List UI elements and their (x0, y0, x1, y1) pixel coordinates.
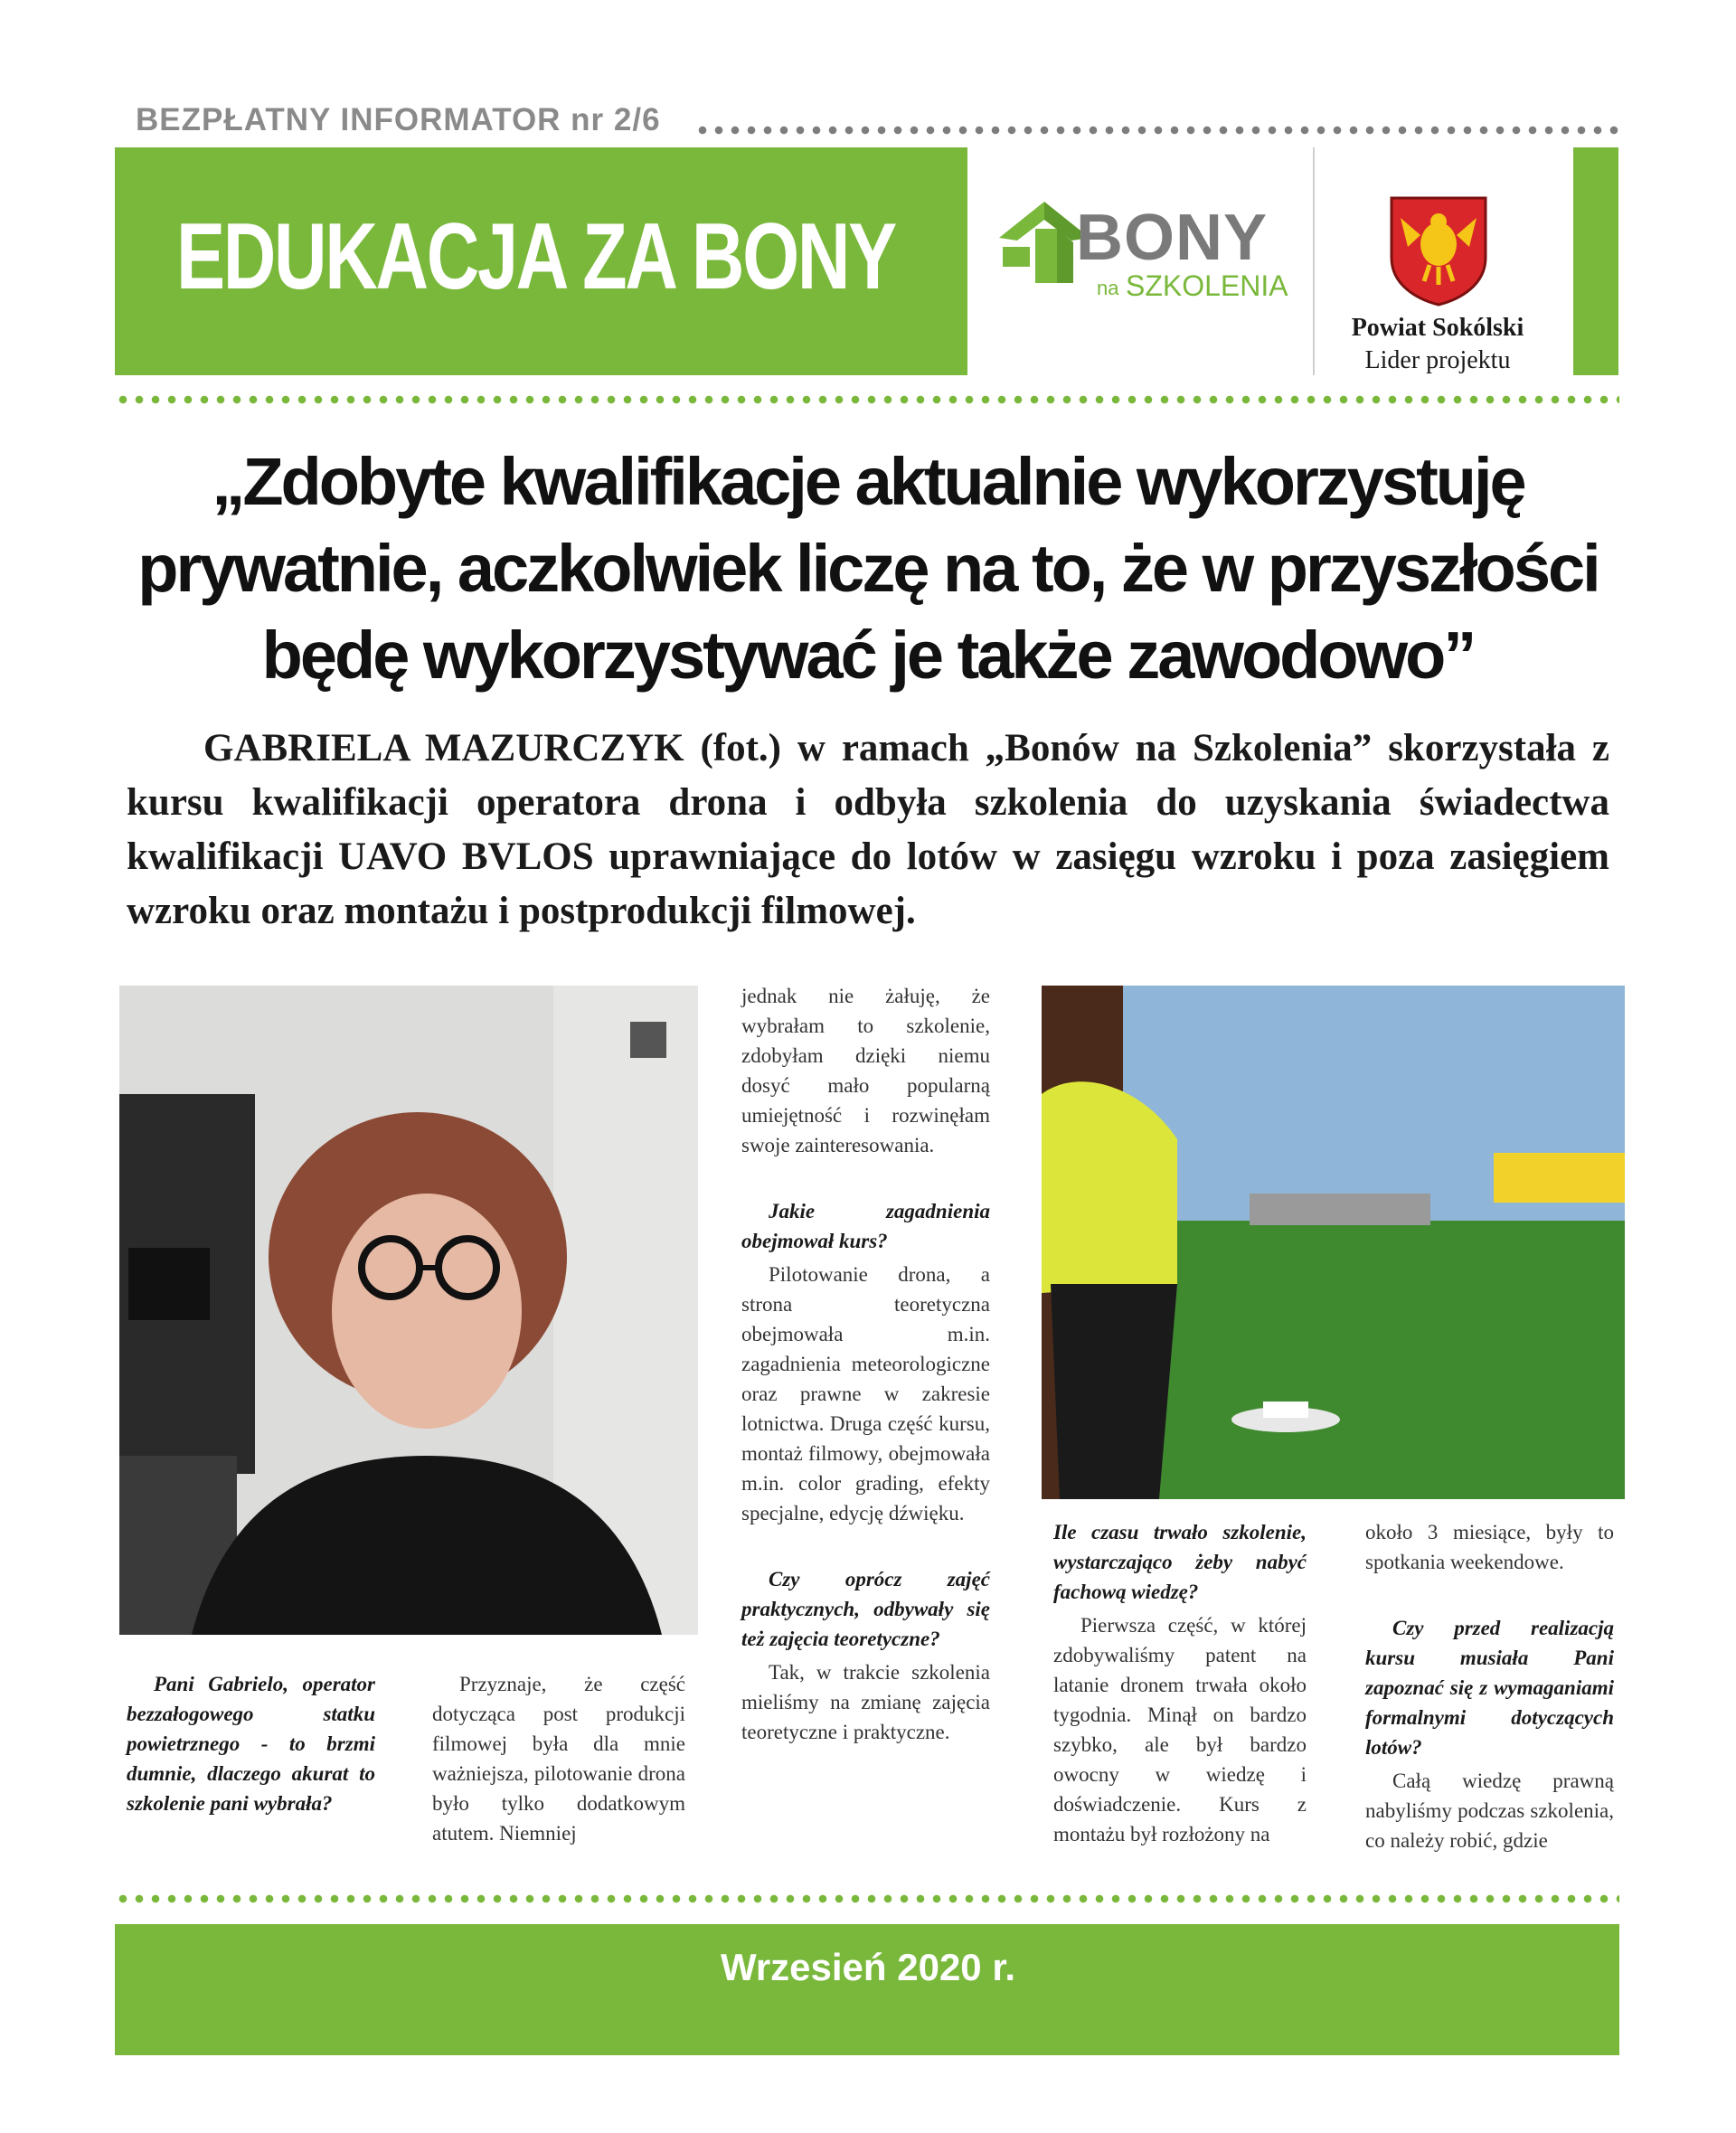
column-3 (741, 981, 990, 1747)
top-dotted-rule (694, 126, 1618, 135)
powiat-block (1320, 312, 1555, 377)
question-5: Czy przed realizacją kursu musiała Pani zapoznać się z wymaganiami formalnymi dotyczących lotów? (1365, 1617, 1614, 1759)
portrait-photo-image (119, 986, 698, 1635)
column-3-paragraph-1: jednak nie żałuję, że wybrałam to szkolenie, zdobyłam dzięki niemu dosyć mało popularną umiejętność i rozwinęłam swoje zainteresowania. (741, 985, 990, 1156)
coat-of-arms-icon (1388, 194, 1489, 307)
question-2: Jakie zagadnienia obejmował kurs? (741, 1200, 990, 1252)
powiat-role: Lider projektu (1364, 346, 1511, 374)
footer-date: Wrzesień 2020 r. (720, 1946, 1016, 1988)
question-3: Czy oprócz zajęć praktycznych, odbywały się też zajęcia teoretyczne? (741, 1568, 990, 1650)
bony-logo-szkolenia: SZKOLENIA (1126, 269, 1288, 302)
banner-title: EDUKACJA ZA BONY (176, 204, 895, 309)
header-divider (1313, 147, 1315, 375)
header-dotted-rule (115, 395, 1619, 404)
column-3-paragraph-2: Pilotowanie drona, a strona teoretyczna obejmowała m.in. zagadnienia meteorologiczne oraz prawne w zakresie lotnictwa. Druga część kursu, montaż filmowy, obejmowała m.in. color grading, efekty specjalne, edycję dźwięku. (741, 1263, 990, 1524)
question-1: Pani Gabrielo, operator bezzałogowego statku powietrznego - to brzmi dumnie, dlaczego akurat to szkolenie pani wybrała? (127, 1673, 375, 1815)
drone-photo-image (1042, 986, 1625, 1499)
column-1 (127, 1669, 375, 1822)
footer-bar (115, 1924, 1619, 2055)
article-headline: „Zdobyte kwalifikacje aktualnie wykorzystuję prywatnie, aczkolwiek liczę na to, że w przyszłości będę wykorzystywać je także zawodowo” (137, 444, 1599, 693)
column-5-paragraph-1: około 3 miesiące, były to spotkania weekendowe. (1365, 1521, 1614, 1573)
drone-photo (1042, 986, 1625, 1499)
bony-logo (990, 197, 1297, 306)
question-4: Ile czasu trwało szkolenie, wystarczająco żeby nabyć fachową wiedzę? (1053, 1521, 1307, 1603)
column-2 (432, 1669, 685, 1848)
page-number: 4 (134, 2059, 146, 2084)
footer-dotted-rule (115, 1894, 1619, 1903)
portrait-photo (119, 986, 698, 1635)
coat-of-arms (1388, 194, 1489, 311)
bony-logo-na: na (1097, 277, 1119, 299)
header-right-bar (1573, 147, 1618, 375)
column-4-paragraph: Pierwsza część, w której zdobywaliśmy patent na latanie dronem trwała około tygodnia. Minął on bardzo szybko, ale był bardzo owocny w wiedzę i doświadczenie. Kurs z montażu był rozłożony na (1053, 1614, 1307, 1845)
column-2-paragraph: Przyznaje, że część dotycząca post produkcji filmowej była dla mnie ważniejsza, pilotowanie drona było tylko dodatkowym atutem. Niemniej (432, 1673, 685, 1845)
bony-logo-word: BONY (1076, 202, 1269, 274)
column-5-paragraph-2: Całą wiedzę prawną nabyliśmy podczas szkolenia, co należy robić, gdzie (1365, 1770, 1614, 1852)
informator-label: BEZPŁATNY INFORMATOR nr 2/6 (136, 102, 661, 137)
column-5 (1365, 1517, 1614, 1855)
powiat-name: Powiat Sokólski (1351, 314, 1524, 342)
article-lead: GABRIELA MAZURCZYK (fot.) w ramach „Bonów na Szkolenia” skorzystała z kursu kwalifikacji operatora drona i odbyła szkolenia do uzyskania świadectwa kwalifikacji UAVO BVLOS uprawniające do lotów w zasięgu wzroku i poza zasięgiem wzroku oraz montażu i postprodukcji filmowej. (127, 727, 1609, 932)
column-4 (1053, 1517, 1307, 1849)
column-3-paragraph-3: Tak, w trakcie szkolenia mieliśmy na zmianę zajęcia teoretyczne i praktyczne. (741, 1661, 990, 1743)
